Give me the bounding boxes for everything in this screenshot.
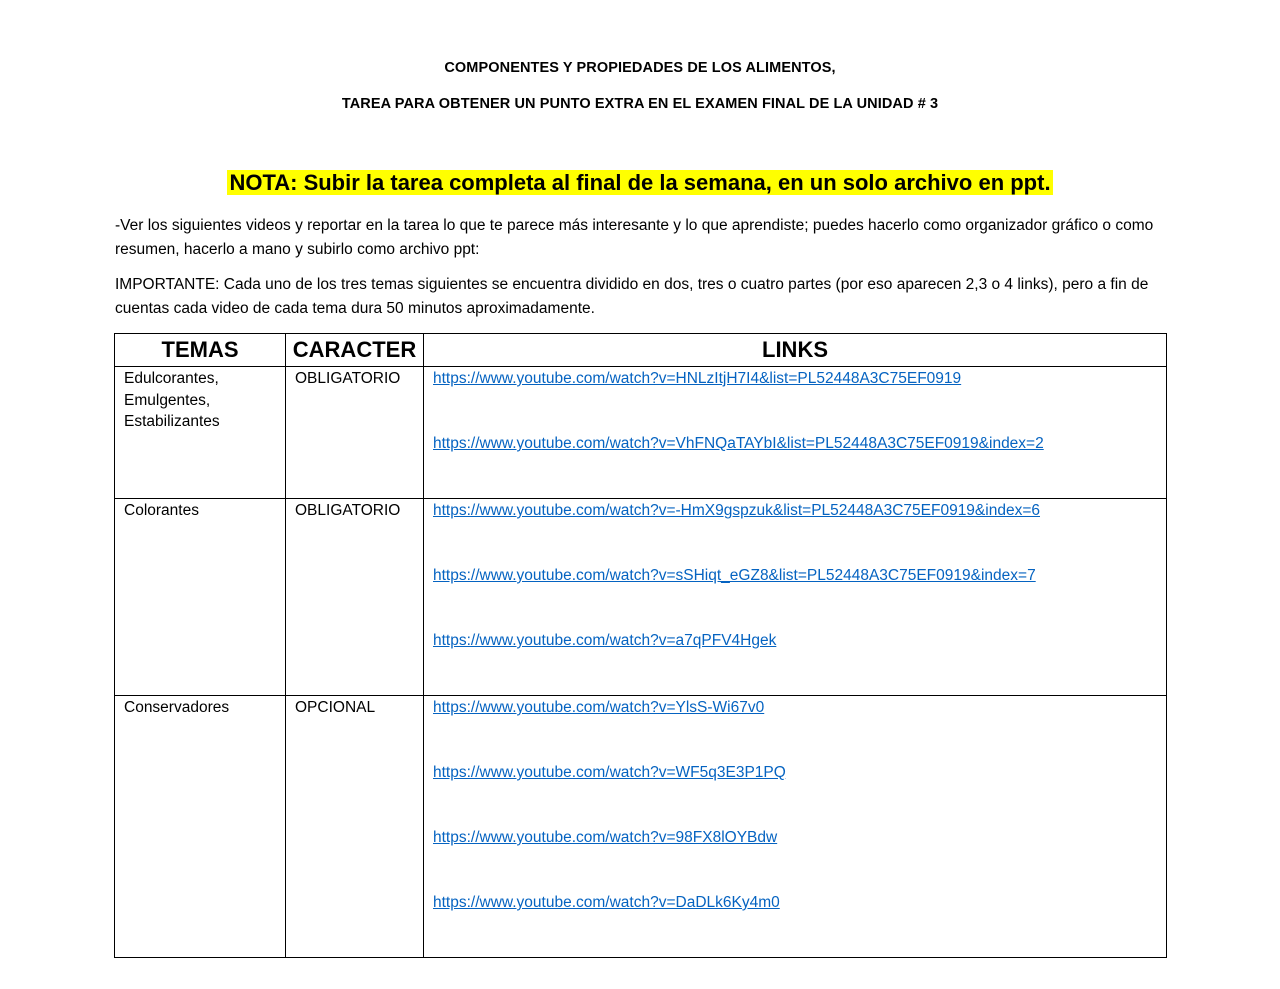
table-row	[115, 499, 1167, 696]
caracter-cell	[286, 367, 424, 499]
caracter-cell	[286, 499, 424, 696]
tema-text: Conservadores	[124, 699, 230, 716]
topics-table	[114, 333, 1167, 958]
video-link[interactable]: https://www.youtube.com/watch?v=YlsS-Wi67v0	[433, 699, 765, 716]
video-link[interactable]: https://www.youtube.com/watch?v=DaDLk6Ky4m0	[433, 894, 780, 911]
caracter-text: OBLIGATORIO	[295, 370, 401, 387]
tema-cell	[115, 696, 286, 958]
table-header-row	[115, 334, 1167, 367]
tema-text: Colorantes	[124, 502, 199, 519]
video-link[interactable]: https://www.youtube.com/watch?v=a7qPFV4Hgek	[433, 632, 777, 649]
caracter-text: OBLIGATORIO	[295, 502, 401, 519]
video-link[interactable]: https://www.youtube.com/watch?v=VhFNQaTAYbI&list=PL52448A3C75EF0919&index=2	[433, 435, 1044, 452]
important-paragraph: IMPORTANTE: Cada uno de los tres temas siguientes se encuentra dividido en dos, tres o cuatro partes (por eso aparecen 2,3 o 4 links), pero a fin de cuentas cada video de cada tema dura 50 minutos aproximadamente.	[115, 276, 1149, 317]
nota-text: NOTA: Subir la tarea completa al final de la semana, en un solo archivo en ppt.	[229, 170, 1051, 195]
video-link[interactable]: https://www.youtube.com/watch?v=WF5q3E3P1PQ	[433, 764, 786, 781]
video-link[interactable]: https://www.youtube.com/watch?v=sSHiqt_eGZ8&list=PL52448A3C75EF0919&index=7	[433, 567, 1036, 584]
column-header-caracter: CARACTER	[286, 334, 424, 367]
document-subtitle: TAREA PARA OBTENER UN PUNTO EXTRA EN EL EXAMEN FINAL DE LA UNIDAD # 3	[341, 96, 939, 112]
caracter-cell	[286, 696, 424, 958]
column-header-links: LINKS	[424, 334, 1167, 367]
video-link[interactable]: https://www.youtube.com/watch?v=-HmX9gspzuk&list=PL52448A3C75EF0919&index=6	[433, 502, 1040, 519]
links-cell	[424, 499, 1167, 696]
table-row	[115, 367, 1167, 499]
document-title: COMPONENTES Y PROPIEDADES DE LOS ALIMENTOS,	[444, 60, 836, 76]
video-link[interactable]: https://www.youtube.com/watch?v=98FX8lOYBdw	[433, 829, 778, 846]
instructions-paragraph: -Ver los siguientes videos y reportar en la tarea lo que te parece más interesante y lo que aprendiste; puedes hacerlo como organizador gráfico o como resumen, hacerlo a mano y subirlo como archivo ppt:	[115, 217, 1154, 258]
tema-cell	[115, 367, 286, 499]
tema-text: Edulcorantes, Emulgentes, Estabilizantes	[124, 370, 220, 430]
caracter-text: OPCIONAL	[295, 699, 376, 716]
nota-banner	[0, 168, 1280, 198]
column-header-temas: TEMAS	[115, 334, 286, 367]
links-cell	[424, 367, 1167, 499]
tema-cell	[115, 499, 286, 696]
links-cell	[424, 696, 1167, 958]
table-row	[115, 696, 1167, 958]
video-link[interactable]: https://www.youtube.com/watch?v=HNLzItjH7I4&list=PL52448A3C75EF0919	[433, 370, 962, 387]
